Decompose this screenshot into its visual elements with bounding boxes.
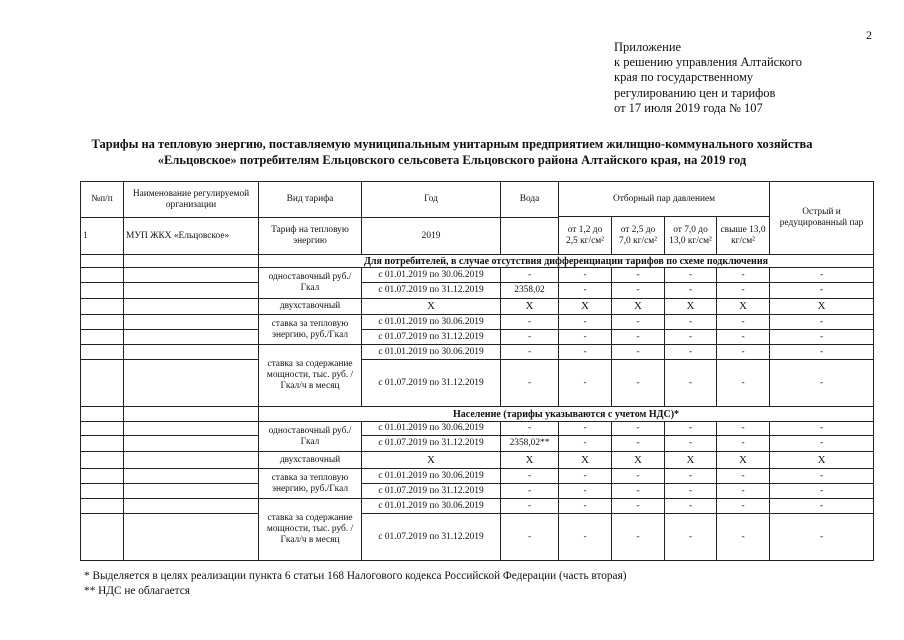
tariff-label: ставка за тепловую энергию, руб./Гкал xyxy=(259,469,362,499)
value-cell: - xyxy=(501,469,559,484)
value-cell: - xyxy=(559,499,612,514)
value-cell: - xyxy=(665,315,717,330)
mark-cell: X xyxy=(665,452,717,469)
period-cell: с 01.07.2019 по 31.12.2019 xyxy=(362,283,501,299)
value-cell: - xyxy=(665,422,717,436)
value-cell: - xyxy=(770,330,874,345)
header-tariff-type: Вид тарифа xyxy=(259,182,362,218)
tariff-label: ставка за содержание мощности, тыс. руб. /Гкал/ч в месяц xyxy=(259,345,362,407)
value-cell: - xyxy=(665,330,717,345)
value-cell: - xyxy=(717,436,770,452)
value-cell: - xyxy=(612,514,665,561)
section-consumers xyxy=(81,255,874,407)
header-year: Год xyxy=(362,182,501,218)
mark-cell: X xyxy=(770,452,874,469)
org-row-name: МУП ЖКХ «Ельцовское» xyxy=(124,218,259,255)
section-population xyxy=(81,407,874,561)
period-cell: с 01.07.2019 по 31.12.2019 xyxy=(362,514,501,561)
value-cell: - xyxy=(559,436,612,452)
value-cell: - xyxy=(559,360,612,407)
value-cell: - xyxy=(665,469,717,484)
mark-cell: X xyxy=(501,452,559,469)
period-cell: с 01.01.2019 по 30.06.2019 xyxy=(362,268,501,283)
value-cell: - xyxy=(612,330,665,345)
value-cell: - xyxy=(501,484,559,499)
section-title: Для потребителей, в случае отсутствия дифференциации тарифов по схеме подключения xyxy=(259,255,874,268)
value-cell: - xyxy=(559,283,612,299)
document-title xyxy=(40,137,864,168)
tariff-table xyxy=(80,181,874,561)
value-cell: - xyxy=(559,422,612,436)
value-cell: - xyxy=(717,484,770,499)
value-cell: - xyxy=(770,268,874,283)
value-cell: - xyxy=(770,345,874,360)
value-cell: - xyxy=(665,499,717,514)
value-cell: - xyxy=(717,268,770,283)
value-cell: - xyxy=(717,422,770,436)
value-cell: - xyxy=(559,345,612,360)
appendix-line: регулированию цен и тарифов xyxy=(614,85,776,100)
value-cell: - xyxy=(665,514,717,561)
value-cell: - xyxy=(717,315,770,330)
value-cell: - xyxy=(770,436,874,452)
value-cell: 2358,02 xyxy=(501,283,559,299)
tariff-label: одноставочный руб./Гкал xyxy=(259,268,362,299)
value-cell: - xyxy=(612,499,665,514)
value-cell: - xyxy=(612,436,665,452)
value-cell: - xyxy=(770,469,874,484)
value-cell: - xyxy=(770,484,874,499)
mark-cell: X xyxy=(717,452,770,469)
mark-cell: X xyxy=(717,299,770,315)
value-cell: - xyxy=(717,514,770,561)
footnote: ** НДС не облагается xyxy=(84,585,190,597)
value-cell: - xyxy=(559,315,612,330)
period-cell: с 01.07.2019 по 31.12.2019 xyxy=(362,330,501,345)
value-cell: - xyxy=(770,422,874,436)
mark-cell: X xyxy=(559,299,612,315)
value-cell: - xyxy=(717,469,770,484)
period-cell: с 01.01.2019 по 30.06.2019 xyxy=(362,422,501,436)
value-cell: - xyxy=(612,283,665,299)
mark-cell: X xyxy=(362,299,501,315)
value-cell: - xyxy=(612,469,665,484)
org-row-year: 2019 xyxy=(362,218,501,255)
value-cell: - xyxy=(665,484,717,499)
appendix-line: к решению управления Алтайского xyxy=(614,55,802,70)
period-cell: с 01.01.2019 по 30.06.2019 xyxy=(362,499,501,514)
header-steam-col: от 2,5 до 7,0 кг/см² xyxy=(612,217,665,255)
value-cell: - xyxy=(501,345,559,360)
title-line: «Ельцовское» потребителям Ельцовского сельсовета Ельцовского района Алтайского края, на 2019 год xyxy=(157,152,747,167)
value-cell: - xyxy=(612,345,665,360)
value-cell: - xyxy=(770,514,874,561)
header-num: №п/п xyxy=(81,182,124,218)
value-cell: - xyxy=(665,268,717,283)
tariff-label: одноставочный руб./Гкал xyxy=(259,422,362,452)
header-row xyxy=(81,182,874,217)
value-cell: - xyxy=(559,514,612,561)
header-water: Вода xyxy=(501,182,559,218)
value-cell: - xyxy=(501,330,559,345)
value-cell: - xyxy=(717,360,770,407)
value-cell: - xyxy=(501,268,559,283)
value-cell: - xyxy=(770,499,874,514)
value-cell: - xyxy=(612,268,665,283)
period-cell: с 01.07.2019 по 31.12.2019 xyxy=(362,484,501,499)
header-org: Наименование регулируемой организации xyxy=(124,182,259,218)
mark-cell: X xyxy=(559,452,612,469)
mark-cell: X xyxy=(362,452,501,469)
value-cell: - xyxy=(501,360,559,407)
appendix-note xyxy=(614,40,802,116)
value-cell: - xyxy=(717,330,770,345)
value-cell: - xyxy=(612,484,665,499)
value-cell: - xyxy=(665,283,717,299)
value-cell: - xyxy=(501,514,559,561)
appendix-line: от 17 июля 2019 года № 107 xyxy=(614,100,763,115)
value-cell: - xyxy=(501,499,559,514)
value-cell: - xyxy=(770,315,874,330)
header-steam-col: от 7,0 до 13,0 кг/см² xyxy=(665,217,717,255)
page-number: 2 xyxy=(866,28,872,42)
header-sharp-steam: Острый и редуцированный пар xyxy=(770,182,874,255)
value-cell: - xyxy=(717,283,770,299)
value-cell: - xyxy=(612,422,665,436)
appendix-line: края по государственному xyxy=(614,70,754,85)
value-cell: - xyxy=(559,330,612,345)
period-cell: с 01.01.2019 по 30.06.2019 xyxy=(362,469,501,484)
mark-cell: X xyxy=(501,299,559,315)
period-cell: с 01.07.2019 по 31.12.2019 xyxy=(362,360,501,407)
value-cell: - xyxy=(665,360,717,407)
value-cell: - xyxy=(717,499,770,514)
org-row-num: 1 xyxy=(81,218,124,255)
value-cell: - xyxy=(665,436,717,452)
org-row-tariff-type: Тариф на тепловую энергию xyxy=(259,218,362,255)
mark-cell: X xyxy=(770,299,874,315)
tariff-label: ставка за содержание мощности, тыс. руб. /Гкал/ч в месяц xyxy=(259,499,362,561)
header-steam-col: свыше 13,0 кг/см² xyxy=(717,217,770,255)
value-cell: - xyxy=(770,360,874,407)
value-cell: 2358,02** xyxy=(501,436,559,452)
header-steam: Отборный пар давлением xyxy=(559,182,770,217)
appendix-line: Приложение xyxy=(614,40,682,54)
value-cell: - xyxy=(501,422,559,436)
value-cell: - xyxy=(559,484,612,499)
tariff-label: двухставочный xyxy=(259,452,362,469)
value-cell: - xyxy=(501,315,559,330)
value-cell: - xyxy=(559,268,612,283)
org-row-water xyxy=(501,218,559,255)
footnotes xyxy=(84,569,627,599)
mark-cell: X xyxy=(665,299,717,315)
value-cell: - xyxy=(612,360,665,407)
period-cell: с 01.01.2019 по 30.06.2019 xyxy=(362,315,501,330)
tariff-label: ставка за тепловую энергию, руб./Гкал xyxy=(259,315,362,345)
value-cell: - xyxy=(612,315,665,330)
footnote: * Выделяется в целях реализации пункта 6 статьи 168 Налогового кодекса Российской Федерации (часть вторая) xyxy=(84,570,627,582)
value-cell: - xyxy=(770,283,874,299)
value-cell: - xyxy=(665,345,717,360)
section-title: Население (тарифы указываются с учетом НДС)* xyxy=(259,407,874,422)
period-cell: с 01.07.2019 по 31.12.2019 xyxy=(362,436,501,452)
header-steam-col: от 1,2 до 2,5 кг/см² xyxy=(559,217,612,255)
value-cell: - xyxy=(559,469,612,484)
mark-cell: X xyxy=(612,452,665,469)
title-line: Тарифы на тепловую энергию, поставляемую муниципальным унитарным предприятием жилищно-коммунального хозяйства xyxy=(91,137,813,151)
tariff-label: двухставочный xyxy=(259,299,362,315)
value-cell: - xyxy=(717,345,770,360)
period-cell: с 01.01.2019 по 30.06.2019 xyxy=(362,345,501,360)
mark-cell: X xyxy=(612,299,665,315)
